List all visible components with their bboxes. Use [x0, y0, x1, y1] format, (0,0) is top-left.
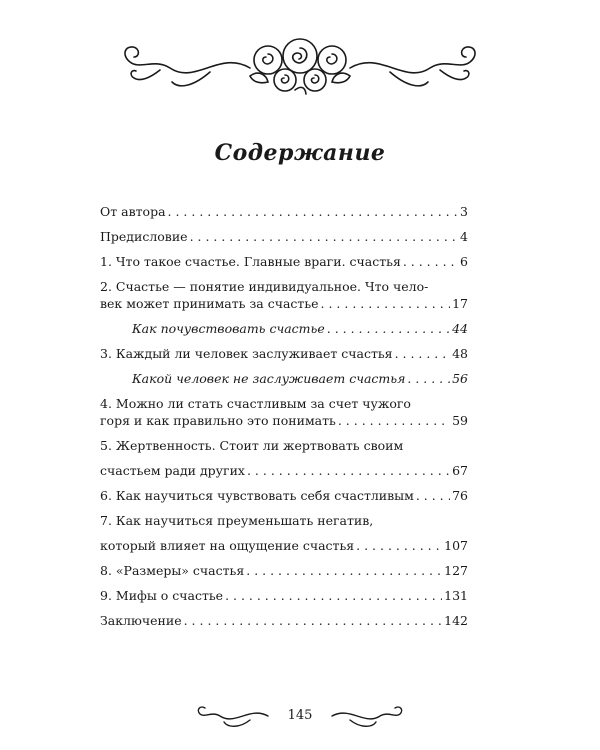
- toc-entry-page: 67: [452, 463, 468, 478]
- dot-leader: [190, 229, 458, 244]
- toc-entry-title: От автора: [100, 204, 166, 219]
- toc-entry-title: который влияет на ощущение счастья: [100, 538, 355, 553]
- toc-entry: [100, 463, 468, 478]
- toc-entry-page: 48: [452, 346, 468, 361]
- toc-entry-title: горя и как правильно это понимать: [100, 413, 336, 428]
- dot-leader: [403, 254, 458, 269]
- toc-entry: [100, 413, 468, 428]
- dot-leader: [416, 488, 450, 503]
- toc-entry-page: 4: [460, 229, 468, 244]
- toc-entry-line: 5. Жертвенность. Стоит ли жертвовать своим: [100, 438, 404, 453]
- dot-leader: [321, 296, 451, 311]
- toc-entry: [100, 296, 468, 311]
- toc-entry-page: 6: [460, 254, 468, 269]
- toc-entry-page: 56: [452, 371, 468, 386]
- toc-entry-title: счастьем ради других: [100, 463, 245, 478]
- dot-leader: [407, 371, 450, 386]
- toc-entry-title: Какой человек не заслуживает счастья: [132, 371, 406, 386]
- page-title: Содержание: [214, 140, 386, 166]
- toc-entry: [100, 254, 468, 269]
- toc-entry-page: 127: [444, 563, 468, 578]
- toc-entry-page: 131: [444, 588, 468, 603]
- toc-entry-line: 7. Как научиться преуменьшать негатив,: [100, 513, 374, 528]
- toc-entry-title: Как почувствовать счастье: [132, 321, 325, 336]
- toc-entry: [100, 204, 468, 219]
- toc-entry: [100, 488, 468, 503]
- toc-entry-page: 17: [452, 296, 468, 311]
- page-number: 145: [287, 708, 313, 723]
- toc-entry-page: 3: [460, 204, 468, 219]
- dot-leader: [246, 563, 442, 578]
- toc-entry: [100, 563, 468, 578]
- toc-entry-title: 9. Мифы о счастье: [100, 588, 224, 603]
- toc-entry-page: 44: [452, 321, 468, 336]
- toc-entry-line: 4. Можно ли стать счастливым за счет чужого: [100, 396, 411, 411]
- dot-leader: [225, 588, 442, 603]
- dot-leader: [184, 613, 443, 628]
- toc-entry-title: Заключение: [100, 613, 182, 628]
- toc-entry: [100, 588, 468, 603]
- toc-entry-page: 59: [452, 413, 468, 428]
- toc-entry-line: 2. Счастье — понятие индивидуальное. Что чело-: [100, 279, 429, 294]
- table-of-contents: [100, 204, 468, 628]
- dot-leader: [168, 204, 459, 219]
- toc-entry: [100, 229, 468, 244]
- dot-leader: [395, 346, 451, 361]
- toc-entry-title: 1. Что такое счастье. Главные враги. счастья: [100, 254, 401, 269]
- dot-leader: [327, 321, 450, 336]
- toc-subentry: [100, 371, 468, 386]
- toc-entry: [100, 346, 468, 361]
- dot-leader: [356, 538, 442, 553]
- toc-entry: [100, 538, 468, 553]
- toc-entry-title: 3. Каждый ли человек заслуживает счастья: [100, 346, 393, 361]
- dot-leader: [247, 463, 450, 478]
- toc-subentry: [100, 321, 468, 336]
- toc-entry-page: 142: [444, 613, 468, 628]
- toc-entry-title: 6. Как научиться чувствовать себя счастливым: [100, 488, 414, 503]
- toc-entry-title: 8. «Размеры» счастья: [100, 563, 245, 578]
- toc-entry-title: Предисловие: [100, 229, 188, 244]
- toc-entry: [100, 613, 468, 628]
- toc-entry-page: 107: [444, 538, 468, 553]
- toc-entry-page: 76: [452, 488, 468, 503]
- floral-ornament-icon: [100, 30, 500, 100]
- dot-leader: [338, 413, 450, 428]
- toc-entry-title: век может принимать за счастье: [100, 296, 319, 311]
